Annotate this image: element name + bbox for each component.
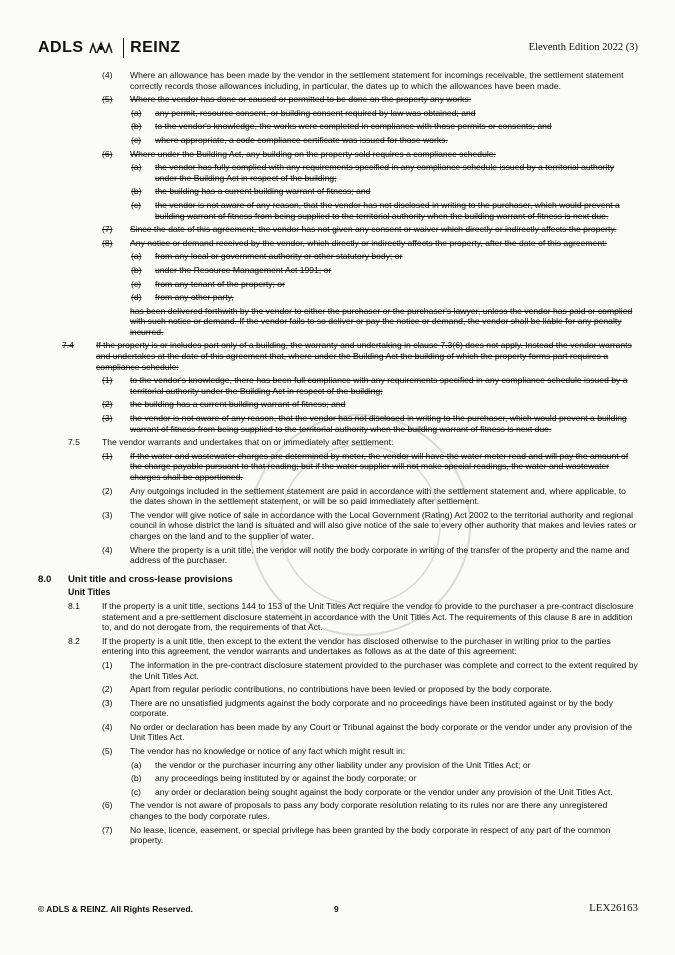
- clause-number: (2): [102, 485, 113, 496]
- clause-row: [38, 94, 638, 105]
- clause-text: Where under the Building Act, any building on the property sold requires a compliance schedule:: [130, 148, 496, 159]
- clause-number: (3): [102, 509, 113, 520]
- clause-text: the vendor or the purchaser incurring any other liability under any provision of the Unit Titles Act; or: [155, 759, 531, 770]
- brand-reinz: REINZ: [130, 39, 181, 56]
- clause-number: 8.2: [68, 635, 80, 646]
- clause-row: [38, 787, 638, 798]
- clause-row: [38, 698, 638, 719]
- logo-divider: [123, 38, 125, 58]
- clause-number: (5): [102, 746, 113, 757]
- clause-row: [38, 601, 638, 633]
- clause-text: the building has a current building warrant of fitness; and: [130, 399, 346, 410]
- clause-row: [38, 773, 638, 784]
- clause-row: [38, 292, 638, 303]
- clause-number: (a): [131, 251, 142, 262]
- clause-number: (b): [131, 773, 142, 784]
- clause-number: (2): [102, 399, 113, 410]
- brand-adls: ADLS: [38, 39, 84, 56]
- clause-number: (a): [131, 759, 142, 770]
- clause-number: (4): [102, 721, 113, 732]
- clause-row: [38, 760, 638, 771]
- clause-text: No lease, licence, easement, or special privilege has been granted by the body corporate in respect of any part of the common property.: [130, 824, 611, 846]
- section-number: 8.0: [38, 573, 52, 585]
- copyright-text: © ADLS & REINZ. All Rights Reserved.: [38, 904, 193, 914]
- clause-text: The information in the pre-contract disclosure statement provided to the purchaser was complete and correct to the extent required by the Unit Titles Act.: [130, 659, 638, 681]
- clause-row: [38, 306, 638, 338]
- section-heading: [38, 575, 638, 586]
- document-reference: LEX26163: [589, 902, 638, 914]
- clause-number: (c): [131, 786, 142, 797]
- clause-number: (1): [102, 659, 113, 670]
- clause-text: If the property is a unit title, sections 144 to 153 of the Unit Titles Act require the vendor to provide to the purchaser a pre-contract disclosure statement and a pre-settlement disclosure statement in accordance with the Unit Titles Act. The requirements of this clause 8 are in addition to, and do not derogate from, the requirements of that Act.: [102, 600, 634, 633]
- clause-row: [38, 825, 638, 846]
- clause-text: the vendor is not aware of any reason, that the vendor has not disclosed in writing to the purchaser, which would prevent a building warrant of fitness from being supplied to the territorial authority when the building warrant of fitness is next due.: [130, 413, 627, 434]
- clause-row: [38, 238, 638, 249]
- page-header: [38, 38, 638, 60]
- clause-text: Where an allowance has been made by the vendor in the settlement statement for incomings receivable, the settlement statement correctly records those allowances including, in particular, the dates up to which the allowances have been made.: [130, 70, 624, 91]
- page-footer: [38, 902, 638, 916]
- clause-row: [38, 399, 638, 410]
- clause-row: [38, 224, 638, 235]
- section-title: Unit title and cross-lease provisions: [68, 573, 233, 585]
- clause-text: from any other party,: [155, 292, 234, 303]
- clause-number: (b): [131, 186, 142, 197]
- clause-number: (3): [102, 697, 113, 708]
- clause-number: (2): [102, 684, 113, 695]
- clause-row: [38, 186, 638, 197]
- clause-continuation: has been delivered forthwith by the vendor to either the purchaser or the purchaser's lawyer, unless the vendor has paid or complied with such notice or demand. If the vendor fails to so deliver or pay the notice or demand, the vendor shall be liable for any penalty incurred.: [130, 305, 633, 337]
- clause-number: (4): [102, 70, 113, 80]
- clause-row: [38, 149, 638, 160]
- clause-row: [38, 251, 638, 262]
- clause-number: (a): [131, 107, 142, 118]
- clause-text: The vendor is not aware of proposals to pass any body corporate resolution relating to its rules nor are there any unregistered changes to the body corporate rules.: [130, 800, 608, 822]
- clause-text: No order or declaration has been made by any Court or Tribunal against the body corporate or the vendor under any provision of the Unit Titles Act.: [130, 721, 633, 743]
- clause-number: (c): [131, 199, 142, 210]
- page-number: 9: [334, 904, 339, 914]
- clause-text: from any local or government authority or other statutory body; or: [155, 251, 403, 262]
- clause-number: 7.5: [68, 437, 80, 448]
- clause-row: [38, 636, 638, 657]
- clause-text: the vendor is not aware of any reason, that the vendor has not disclosed in writing to the purchaser, which would prevent a building warrant of fitness from being supplied to the territorial authority when the building warrant of fitness is next due.: [155, 199, 620, 221]
- clause-number: (3): [102, 413, 113, 424]
- clause-row: [38, 121, 638, 132]
- clause-row: [38, 684, 638, 695]
- clause-text: The vendor will give notice of sale in accordance with the Local Government (Rating) Act 2002 to the territorial authority and regional council in whose district the land is situated and will also give notice of the sale to every other authority that makes and levies rates or charges on the land and to the supplier of water.: [130, 509, 637, 541]
- crest-icon: [88, 41, 114, 55]
- clause-row: [38, 70, 638, 91]
- clause-row: [38, 279, 638, 290]
- clause-number: (7): [102, 824, 113, 835]
- clause-number: 8.1: [68, 600, 80, 611]
- clause-number: (5): [102, 94, 113, 105]
- clause-text: where appropriate, a code compliance certificate was issued for those works.: [155, 134, 448, 145]
- clause-number: (6): [102, 800, 113, 811]
- clause-number: (b): [131, 264, 142, 275]
- clause-text: under the Resource Management Act 1991; or: [155, 264, 332, 275]
- clause-number: (6): [102, 148, 113, 159]
- clause-text: to the vendor's knowledge, the works were completed in compliance with those permits or consents; and: [155, 121, 552, 132]
- clause-text: There are no unsatisfied judgments against the body corporate and no proceedings have been instituted against or by the body corporate.: [130, 697, 614, 719]
- clause-row: [38, 413, 638, 434]
- clause-number: (d): [131, 292, 142, 303]
- clause-number: (b): [131, 121, 142, 132]
- clause-row: [38, 200, 638, 221]
- clause-number: 7.4: [62, 340, 74, 351]
- clause-number: (4): [102, 544, 113, 555]
- clause-text: Any notice or demand received by the vendor, which directly or indirectly affects the property, after the date of this agreement:: [130, 237, 607, 248]
- clause-row: [38, 265, 638, 276]
- clause-text: any permit, resource consent, or building consent required by law was obtained; and: [155, 107, 476, 118]
- clause-number: (c): [131, 134, 142, 145]
- clause-row: [38, 135, 638, 146]
- clause-number: (c): [131, 278, 142, 289]
- document-body: [38, 70, 638, 849]
- clause-text: Where the property is a unit title, the vendor will notify the body corporate in writing of the transfer of the property and the name and address of the purchaser.: [130, 544, 630, 566]
- clause-text: If the property is or includes part only of a building, the warranty and undertaking in clause 7.3(6) does not apply. Instead the vendor warrants and undertakes at the date of this agreement that, where under the Building Act the building of which the property forms part requires a compliance schedule:: [96, 340, 632, 372]
- clause-text: The vendor has no knowledge or notice of any fact which might result in:: [130, 746, 406, 757]
- clause-number: (1): [102, 375, 113, 386]
- clause-text: Since the date of this agreement, the vendor has not given any consent or waiver which directly or indirectly affects the property.: [130, 224, 617, 235]
- clause-row: [38, 722, 638, 743]
- clause-number: (1): [102, 450, 113, 461]
- clause-row: [38, 451, 638, 483]
- clause-row: [38, 375, 638, 396]
- clause-row: [38, 545, 638, 566]
- clause-text: Any outgoings included in the settlement statement are paid in accordance with the settlement statement and, where applicable, to the dates shown in the settlement statement, or will be so paid immediately after settlement.: [130, 485, 626, 507]
- logo: [38, 38, 181, 58]
- clause-text: from any tenant of the property; or: [155, 278, 285, 289]
- clause-text: the vendor has fully complied with any requirements specified in any compliance schedule issued by a territorial authority under the Building Act in respect of the building;: [155, 162, 615, 183]
- clause-row: [32, 340, 638, 372]
- clause-row: [38, 162, 638, 183]
- clause-number: (8): [102, 237, 113, 248]
- clause-row: [38, 510, 638, 542]
- clause-text: any order or declaration being sought against the body corporate or the vendor under any provision of the Unit Titles Act.: [155, 786, 613, 797]
- clause-text: the building has a current building warrant of fitness; and: [155, 186, 371, 197]
- clause-text: If the property is a unit title, then except to the extent the vendor has disclosed otherwise to the purchaser in writing prior to the parties entering into this agreement, the vendor warrants and undertakes as follows as at the date of this agreement:: [102, 635, 611, 657]
- subsection-heading: Unit Titles: [68, 587, 111, 598]
- clause-text: Where the vendor has done or caused or permitted to be done on the property any works:: [130, 94, 472, 105]
- clause-text: If the water and wastewater charges are determined by meter, the vendor will have the water meter read and will pay the amount of the charge payable pursuant to that reading; but if the water supplier will not make special readings, the water and wastewater charges shall be apportioned.: [130, 450, 629, 482]
- clause-row: [38, 108, 638, 119]
- clause-number: (a): [131, 162, 142, 173]
- clause-text: The vendor warrants and undertakes that on or immediately after settlement:: [102, 437, 394, 448]
- clause-row: [38, 486, 638, 507]
- clause-row: [38, 746, 638, 757]
- clause-row: [38, 800, 638, 821]
- clause-text: any proceedings being instituted by or against the body corporate; or: [155, 773, 417, 784]
- clause-row: [38, 437, 638, 448]
- clause-text: Apart from regular periodic contributions, no contributions have been levied or proposed by the body corporate.: [130, 684, 552, 695]
- clause-row: [38, 660, 638, 681]
- clause-number: (7): [102, 224, 113, 235]
- edition-label: Eleventh Edition 2022 (3): [528, 42, 638, 53]
- clause-text: to the vendor's knowledge, there has been full compliance with any requirements specified in any compliance schedule issued by a territorial authority under the Building Act in respect of the building;: [130, 375, 628, 396]
